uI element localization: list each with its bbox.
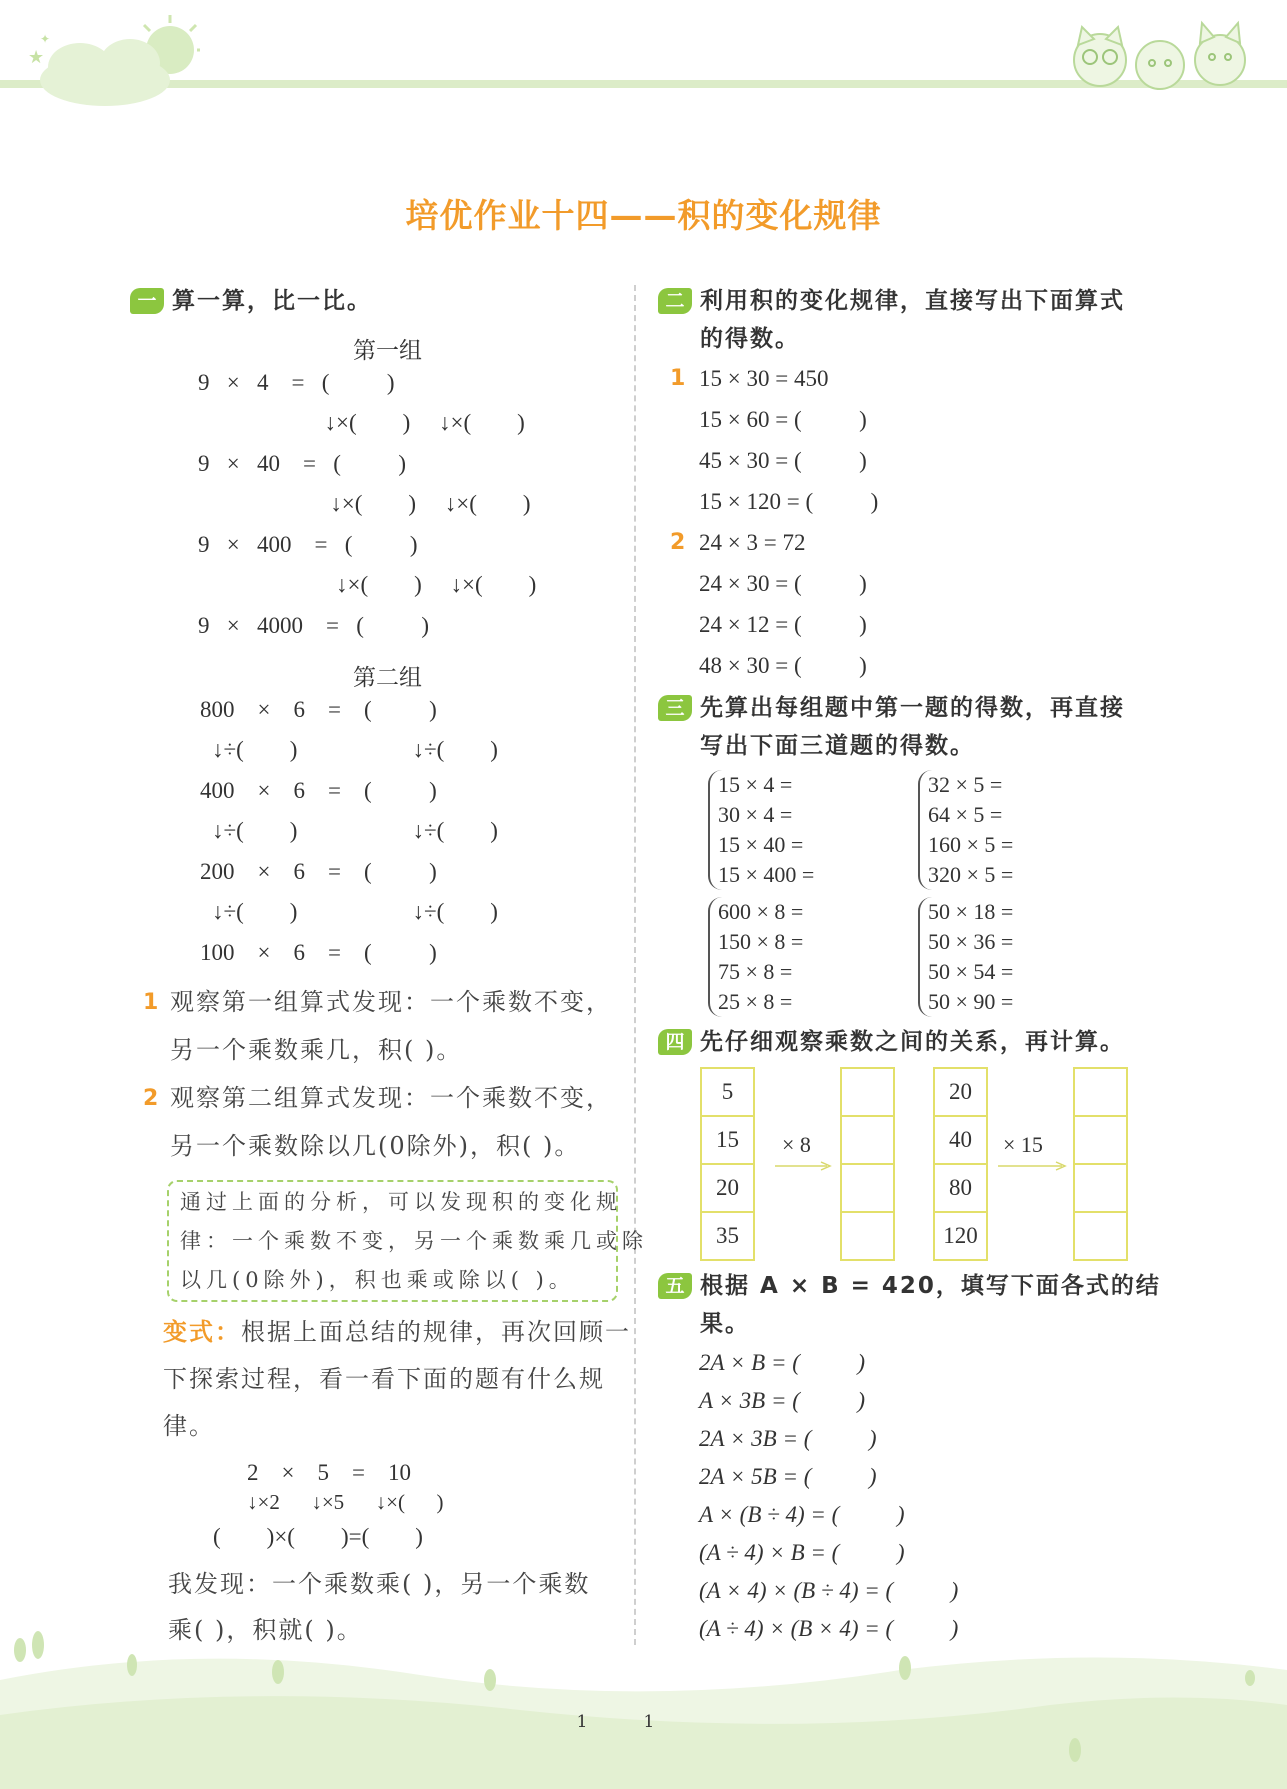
answer-cell[interactable]: [842, 1213, 893, 1259]
table-cell: 20: [935, 1069, 986, 1117]
arrow-right-icon: [775, 1160, 835, 1172]
expression: 2A × 5B = ( ): [699, 1464, 877, 1489]
table-cell: 80: [935, 1165, 986, 1213]
answer-table: [840, 1067, 895, 1261]
question-text: 观察第一组算式发现：一个乘数不变，: [170, 988, 612, 1016]
section-badge: 三: [658, 695, 692, 721]
variant-text: 下探索过程，看一看下面的题有什么规: [163, 1365, 605, 1393]
table-cell: 20: [702, 1165, 753, 1213]
equation-group: [918, 770, 1013, 890]
equation: 160 × 5 =: [928, 832, 1014, 857]
expression: 2A × 3B = ( ): [699, 1426, 877, 1451]
arrow-row: ↓÷( ) ↓÷( ): [212, 899, 498, 924]
equation: 30 × 4 =: [718, 802, 793, 827]
section-badge: 四: [658, 1029, 692, 1055]
section-badge: 五: [658, 1273, 692, 1299]
equation-group: [708, 770, 814, 890]
section-heading: 果。: [700, 1311, 750, 1337]
expression: 15 × 60 = ( ): [699, 407, 867, 432]
arrow-row: ↓÷( ) ↓÷( ): [212, 737, 498, 762]
equation: 75 × 8 =: [718, 959, 793, 984]
tip-text: 以几(0除外)，积也乘或除以( )。: [180, 1268, 575, 1292]
question-number: 2: [143, 1086, 159, 1111]
page-number: 11: [576, 1712, 711, 1732]
equation: 25 × 8 =: [718, 989, 793, 1014]
expression: 2 × 5 = 10: [247, 1460, 411, 1485]
expression: 9 × 400 = ( ): [198, 532, 418, 557]
answer-table: [1073, 1067, 1128, 1261]
arrow-row: ↓×( ) ↓×( ): [198, 572, 537, 597]
expression: 200 × 6 = ( ): [200, 859, 437, 884]
variant-label: 变式：: [163, 1318, 241, 1346]
expression: (A × 4) × (B ÷ 4) = ( ): [699, 1578, 959, 1603]
equation: 320 × 5 =: [928, 862, 1014, 887]
expression: 9 × 40 = ( ): [198, 451, 407, 476]
column-divider: [634, 285, 636, 1645]
equation: 150 × 8 =: [718, 929, 804, 954]
question-number: 1: [670, 366, 686, 391]
table-cell: 120: [943, 1223, 978, 1248]
answer-cell[interactable]: [842, 1069, 893, 1117]
section-heading: 利用积的变化规律，直接写出下面算式: [700, 288, 1125, 314]
animal-faces-decoration: [1060, 15, 1260, 95]
expression: (A ÷ 4) × B = ( ): [699, 1540, 905, 1565]
group-title: 第二组: [353, 665, 422, 691]
arrow-row: ↓×( ) ↓×( ): [198, 491, 531, 516]
group-title: 第一组: [353, 338, 422, 364]
variant-text: 根据上面总结的规律，再次回顾一: [241, 1318, 631, 1346]
sun-cloud-decoration: [10, 5, 200, 110]
answer-cell[interactable]: [842, 1165, 893, 1213]
hills-decoration: [0, 1620, 1287, 1789]
answer-cell[interactable]: [842, 1117, 893, 1165]
expression: 24 × 3 = 72: [699, 530, 806, 555]
expression: 48 × 30 = ( ): [699, 653, 867, 678]
expression: A × (B ÷ 4) = ( ): [699, 1502, 905, 1527]
equation: 50 × 18 =: [928, 899, 1014, 924]
tip-text: 律：一个乘数不变，另一个乘数乘几或除: [180, 1229, 648, 1253]
expression: 9 × 4000 = ( ): [198, 613, 430, 638]
arrow-row: ↓÷( ) ↓÷( ): [212, 818, 498, 843]
expression: 800 × 6 = ( ): [200, 697, 437, 722]
section-heading: 先算出每组题中第一题的得数，再直接: [700, 695, 1125, 721]
equation: 50 × 90 =: [928, 989, 1014, 1014]
section-heading: 算一算，比一比。: [172, 288, 372, 314]
equation: 64 × 5 =: [928, 802, 1003, 827]
question-number: 2: [670, 530, 686, 555]
equation: 50 × 36 =: [928, 929, 1014, 954]
expression: A × 3B = ( ): [699, 1388, 866, 1413]
arrow-row: ↓×2 ↓×5 ↓×( ): [247, 1490, 444, 1514]
arrow-right-icon: [998, 1160, 1068, 1172]
answer-cell[interactable]: [1075, 1165, 1126, 1213]
expression: 9 × 4 = ( ): [198, 370, 395, 395]
variant-text: 律。: [163, 1412, 215, 1440]
section-heading: 先仔细观察乘数之间的关系，再计算。: [700, 1029, 1125, 1055]
finding-text: 我发现：一个乘数乘( )，另一个乘数: [168, 1570, 591, 1598]
equation: 50 × 54 =: [928, 959, 1014, 984]
answer-cell[interactable]: [1075, 1117, 1126, 1165]
svg-text:★: ★: [28, 47, 45, 68]
equation: 600 × 8 =: [718, 899, 804, 924]
page-title: 培优作业十四——积的变化规律: [405, 196, 882, 235]
expression: 15 × 30 = 450: [699, 366, 829, 391]
table-cell: 15: [702, 1117, 753, 1165]
question-text: 另一个乘数乘几，积( )。: [170, 1036, 463, 1064]
equation-group: [708, 897, 803, 1017]
question-text: 另一个乘数除以几(0除外)，积( )。: [170, 1132, 581, 1160]
expression: 24 × 30 = ( ): [699, 571, 867, 596]
expression: (A ÷ 4) × (B × 4) = ( ): [699, 1616, 959, 1641]
expression: 100 × 6 = ( ): [200, 940, 437, 965]
operation-label: × 15: [1003, 1132, 1043, 1157]
section-badge: 二: [658, 288, 692, 314]
expression: 400 × 6 = ( ): [200, 778, 437, 803]
answer-cell[interactable]: [1075, 1213, 1126, 1259]
expression: 2A × B = ( ): [699, 1350, 866, 1375]
operation-label: × 8: [782, 1132, 811, 1157]
answer-cell[interactable]: [1075, 1069, 1126, 1117]
section-heading: 的得数。: [700, 326, 800, 352]
svg-text:✦: ✦: [40, 32, 51, 46]
section-heading: 根据 A × B = 420，填写下面各式的结: [700, 1273, 1161, 1299]
question-number: 1: [143, 990, 159, 1015]
input-table: [700, 1067, 755, 1261]
equation-group: [918, 897, 1013, 1017]
equation: 15 × 4 =: [718, 772, 793, 797]
expression: 15 × 120 = ( ): [699, 489, 879, 514]
expression: 45 × 30 = ( ): [699, 448, 867, 473]
finding-text: 乘( )，积就( )。: [168, 1616, 363, 1644]
section-heading: 写出下面三道题的得数。: [700, 733, 975, 759]
question-text: 观察第二组算式发现：一个乘数不变，: [170, 1084, 612, 1112]
equation: 15 × 40 =: [718, 832, 804, 857]
table-cell: 35: [716, 1223, 739, 1248]
expression: 24 × 12 = ( ): [699, 612, 867, 637]
variant-line: [163, 1308, 631, 1356]
expression: ( )×( )=( ): [213, 1524, 423, 1549]
equation: 32 × 5 =: [928, 772, 1003, 797]
section-badge: 一: [130, 288, 164, 314]
equation: 15 × 400 =: [718, 862, 815, 887]
input-table: [933, 1067, 988, 1261]
table-cell: 40: [935, 1117, 986, 1165]
tip-text: 通过上面的分析，可以发现积的变化规: [180, 1190, 622, 1214]
arrow-row: ↓×( ) ↓×( ): [198, 410, 525, 435]
table-cell: 5: [702, 1069, 753, 1117]
